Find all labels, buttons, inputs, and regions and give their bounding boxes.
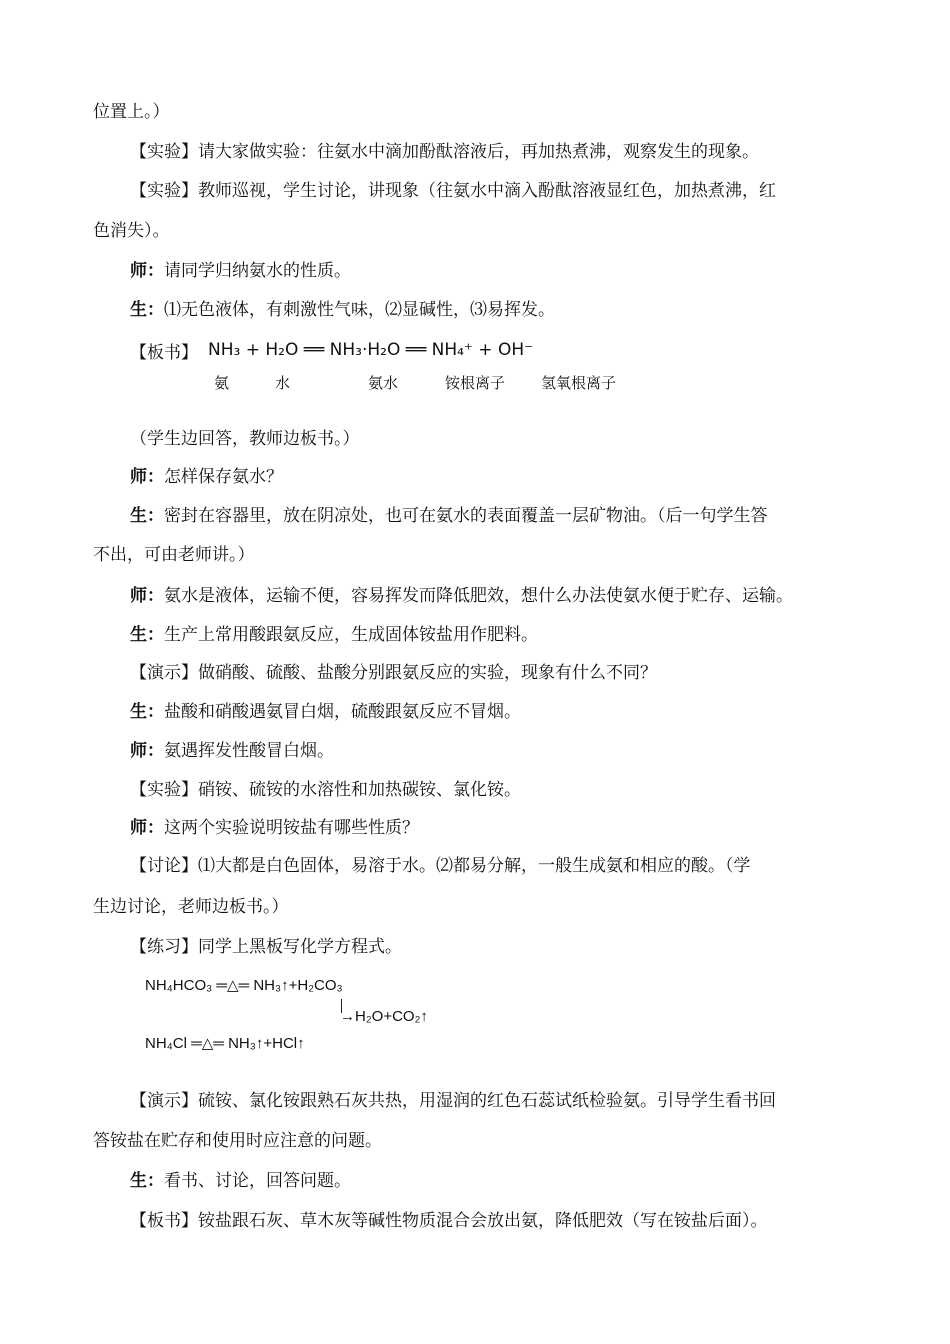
text-line: 位置上。） (93, 102, 170, 122)
text-line: 师：氨水是液体，运输不便，容易挥发而降低肥效，想什么办法使氨水便于贮存、运输。 (130, 586, 793, 606)
eq-label-ammonia-water: 氨水 (368, 375, 399, 392)
text-line: 【练习】同学上黑板写化学方程式。 (130, 937, 402, 957)
text-line: 答铵盐在贮存和使用时应注意的问题。 (93, 1131, 382, 1151)
text-line: 生：看书、讨论，回答问题。 (130, 1171, 351, 1191)
carbonic-acid-decomposition: →H₂O+CO₂↑ (340, 1008, 428, 1025)
text-line: 生：生产上常用酸跟氨反应，生成固体铵盐用作肥料。 (130, 625, 538, 645)
text-line: 师：氨遇挥发性酸冒白烟。 (130, 741, 334, 761)
text-line: 【讨论】⑴大都是白色固体，易溶于水。⑵都易分解，一般生成氨和相应的酸。（学 (130, 856, 751, 876)
text-line: 师：怎样保存氨水？ (130, 467, 283, 487)
text-line: 【演示】做硝酸、硫酸、盐酸分别跟氨反应的实验，现象有什么不同？ (130, 663, 657, 683)
eq-label-water: 水 (275, 375, 291, 392)
ammonium-chloride-equation: NH₄Cl ═△═ NH₃↑+HCl↑ (145, 1035, 305, 1052)
text-line: 【板书】铵盐跟石灰、草木灰等碱性物质混合会放出氨，降低肥效（写在铵盐后面）。 (130, 1211, 768, 1231)
text-line: 【实验】教师巡视，学生讨论，讲现象（往氨水中滴入酚酞溶液显红色，加热煮沸，红 (130, 181, 776, 201)
eq-label-hydroxide-ion: 氢氧根离子 (541, 375, 617, 392)
text-line: 生边讨论，老师边板书。） (93, 897, 289, 917)
eq-label-ammonia: 氨 (214, 375, 230, 392)
text-line: 不出，可由老师讲。） (93, 545, 255, 565)
text-line: 生：密封在容器里，放在阴凉处，也可在氨水的表面覆盖一层矿物油。（后一句学生答 (130, 506, 768, 526)
text-line: 色消失）。 (93, 221, 170, 241)
text-line: 师：这两个实验说明铵盐有哪些性质？ (130, 818, 419, 838)
text-line: 【演示】硫铵、氯化铵跟熟石灰共热，用湿润的红色石蕊试纸检验氨。引导学生看书回 (130, 1091, 776, 1111)
ammonia-equation: NH₃ + H₂O ══ NH₃·H₂O ══ NH₄⁺ + OH⁻ (208, 340, 534, 360)
text-line: 师：请同学归纳氨水的性质。 (130, 261, 351, 281)
decomposition-arrow-icon (341, 999, 343, 1013)
eq-label-ammonium-ion: 铵根离子 (445, 375, 506, 392)
text-line: 生：盐酸和硝酸遇氨冒白烟，硫酸跟氨反应不冒烟。 (130, 702, 521, 722)
ammonium-bicarbonate-equation: NH₄HCO₃ ═△═ NH₃↑+H₂CO₃ (145, 977, 343, 994)
text-line: （学生边回答，教师边板书。） (130, 429, 360, 449)
text-line: 【实验】请大家做实验：往氨水中滴加酚酞溶液后，再加热煮沸，观察发生的现象。 (130, 142, 759, 162)
text-line: 生：⑴无色液体，有刺激性气味，⑵显碱性，⑶易挥发。 (130, 300, 555, 320)
text-line: 【实验】硝铵、硫铵的水溶性和加热碳铵、氯化铵。 (130, 780, 521, 800)
board-tag: 【板书】 (130, 343, 198, 363)
